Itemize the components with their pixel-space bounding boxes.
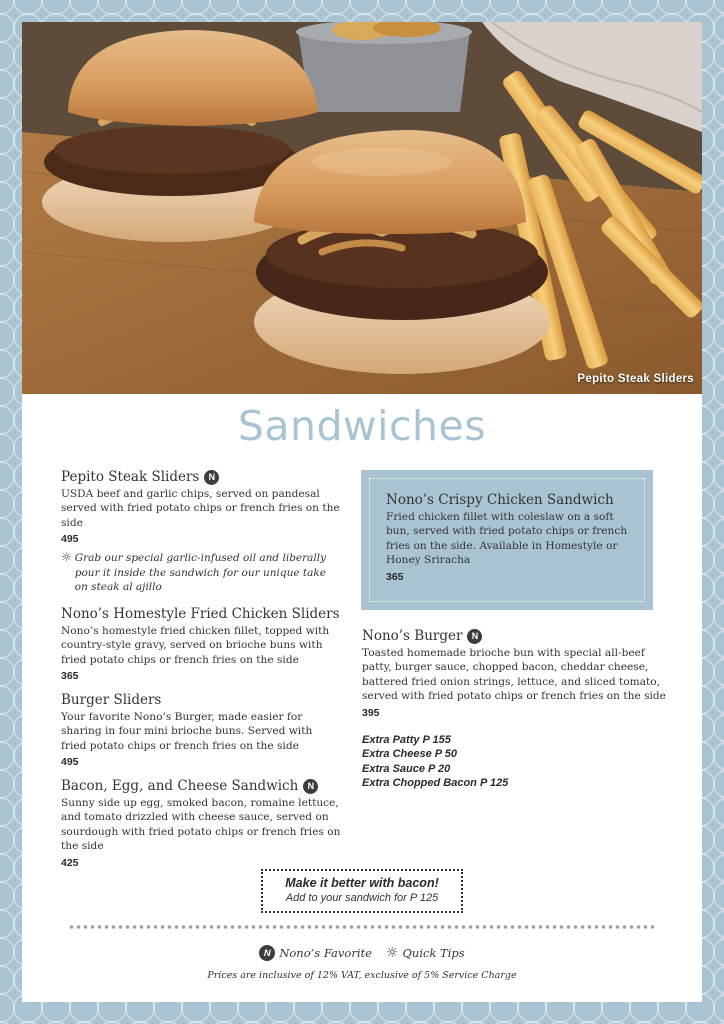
item-description: Sunny side up egg, smoked bacon, romaine lettuce, and tomato drizzled with cheese sauce, served on sourdough with fried potato chips or french fries on the side [61,797,341,853]
bacon-promo-title: Make it better with bacon! [285,876,439,890]
item-name: Nono’s Burger [362,628,463,644]
extra-option: Extra Patty P 155 [362,733,451,746]
legend-tips-label: Quick Tips [402,946,465,960]
item-price: 495 [61,756,79,769]
bacon-promo-subtitle: Add to your sandwich for P 125 [285,892,439,904]
price-footnote: Prices are inclusive of 12% VAT, exclusive of 5% Service Charge [207,970,517,981]
extra-option: Extra Cheese P 50 [362,748,457,761]
quick-tip [61,551,341,594]
hero-photo [22,22,702,394]
bacon-promo-box [261,869,463,913]
item-price: 365 [61,670,79,683]
item-name-row [61,778,346,794]
n-badge-icon: N [204,470,219,485]
item-name-row [362,628,674,644]
item-price: 365 [386,570,404,583]
page-title: Sandwiches [237,402,487,450]
menu-item-pepito-steak-sliders [61,469,341,594]
n-badge-icon: N [259,945,275,961]
legend-favorite [259,945,372,961]
extra-option: Extra Chopped Bacon P 125 [362,777,509,790]
item-name: Nono’s Crispy Chicken Sandwich [386,492,614,508]
item-price: 395 [362,706,380,719]
featured-item-box [361,470,653,610]
item-name: Bacon, Egg, and Cheese Sandwich [61,778,299,794]
item-name: Nono’s Homestyle Fried Chicken Sliders [61,606,340,622]
item-price: 495 [61,533,79,546]
item-description: USDA beef and garlic chips, served on pandesal served with fried potato chips or french fries on the side [61,488,340,529]
legend-favorite-label: Nono’s Favorite [279,946,372,960]
item-name-row [61,606,341,622]
burger-extras [362,733,674,791]
legend-tips [386,946,465,960]
item-name: Pepito Steak Sliders [61,469,200,485]
item-description: Fried chicken fillet with coleslaw on a soft bun, served with fried potato chips or french fries on the side. Available in Homestyle or Honey Sriracha [386,511,628,567]
item-name: Burger Sliders [61,692,162,708]
dotted-divider [68,925,656,929]
legend [22,945,702,961]
lightbulb-icon: ☼ [385,944,399,961]
menu-item-burger-sliders [61,692,341,768]
item-name-row [61,469,341,485]
extra-option: Extra Sauce P 20 [362,762,451,775]
item-description: Toasted homemade brioche bun with special all-beef patty, burger sauce, chopped bacon, cheddar cheese, battered fried onion strings, lettuce, and sliced tomato, served with fried potato chips or french fries on the side [362,647,666,703]
item-description: Nono’s homestyle fried chicken fillet, topped with country-style gravy, served on brioche buns with fried potato chips or french fries on the side [61,625,330,666]
n-badge-icon: N [467,629,482,644]
menu-item-bacon-egg-cheese-sandwich [61,778,346,869]
item-price: 425 [61,856,79,869]
featured-item-border [369,478,645,602]
n-badge-icon: N [303,779,318,794]
menu-page [22,22,702,1002]
sliders-illustration [22,22,702,394]
quick-tip-text: Grab our special garlic-infused oil and liberally pour it inside the sandwich for our unique take on steak al ajillo [74,552,327,594]
lightbulb-icon: ☼ [61,550,72,565]
item-name-row [61,692,341,708]
photo-caption: Pepito Steak Sliders [577,373,694,385]
item-description: Your favorite Nono’s Burger, made easier for sharing in four mini brioche buns. Served with fried potato chips or french fries on the side [61,711,313,752]
menu-item-nonos-burger [362,628,674,791]
menu-item-homestyle-chicken-sliders [61,606,341,682]
